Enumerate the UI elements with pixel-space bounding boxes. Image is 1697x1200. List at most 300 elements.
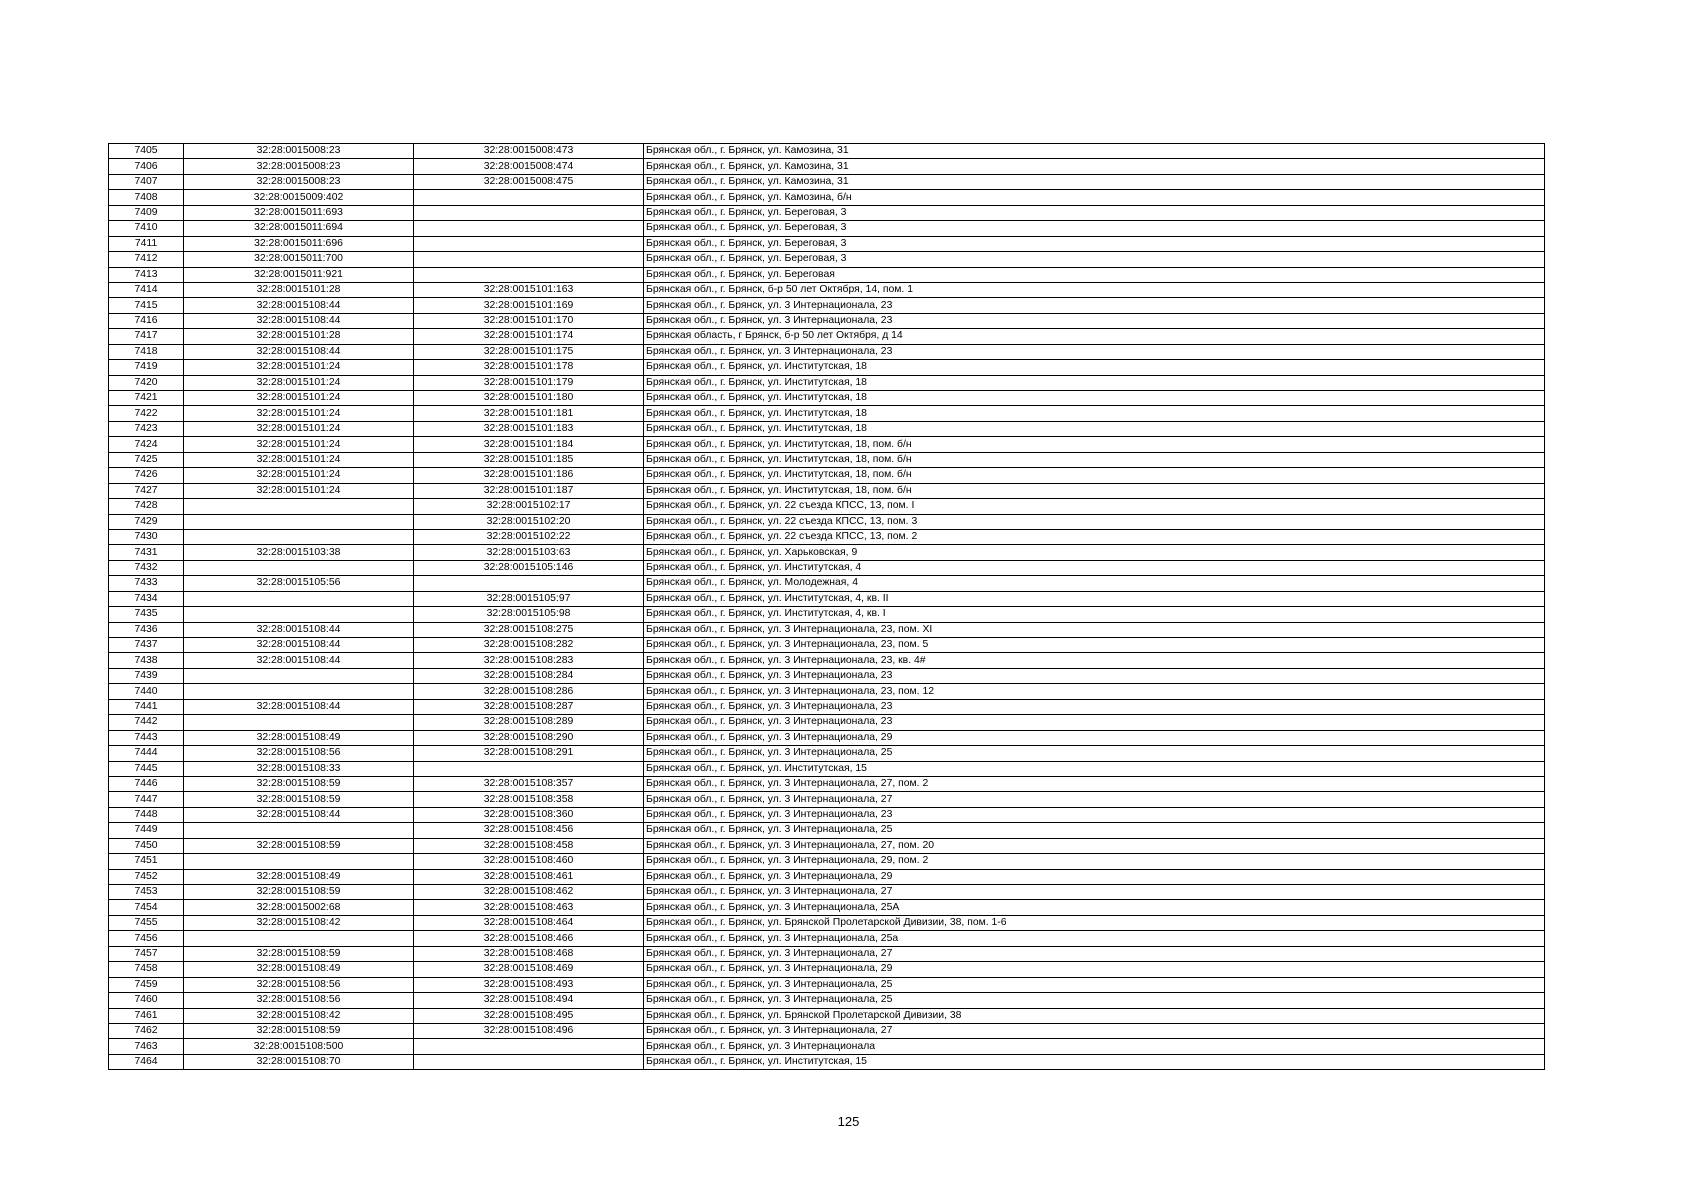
cadastral-number-cell: 32:28:0015101:185 [414, 452, 644, 467]
table-row [109, 267, 1545, 282]
address-cell: Брянская обл., г. Брянск, ул. Институтская, 18 [644, 360, 1545, 375]
parent-cadastral-cell: 32:28:0015108:44 [184, 344, 414, 359]
cadastral-number-cell: 32:28:0015108:456 [414, 823, 644, 838]
row-number-cell: 7415 [109, 298, 184, 313]
table-row [109, 838, 1545, 853]
row-number-cell: 7427 [109, 483, 184, 498]
address-cell: Брянская обл., г. Брянск, ул. 3 Интернационала, 25а [644, 931, 1545, 946]
cadastral-number-cell: 32:28:0015008:475 [414, 174, 644, 189]
row-number-cell: 7426 [109, 468, 184, 483]
parent-cadastral-cell: 32:28:0015108:44 [184, 699, 414, 714]
cadastral-number-cell: 32:28:0015105:97 [414, 591, 644, 606]
cadastral-number-cell [414, 252, 644, 267]
row-number-cell: 7411 [109, 236, 184, 251]
address-cell: Брянская обл., г. Брянск, ул. Камозина, б/н [644, 190, 1545, 205]
cadastral-number-cell: 32:28:0015108:357 [414, 776, 644, 791]
parent-cadastral-cell: 32:28:0015008:23 [184, 144, 414, 159]
parent-cadastral-cell: 32:28:0015011:694 [184, 221, 414, 236]
cadastral-number-cell [414, 761, 644, 776]
table-row [109, 545, 1545, 560]
cadastral-number-cell: 32:28:0015108:458 [414, 838, 644, 853]
table-row [109, 221, 1545, 236]
row-number-cell: 7457 [109, 946, 184, 961]
row-number-cell: 7437 [109, 638, 184, 653]
table-row [109, 205, 1545, 220]
cadastral-number-cell [414, 221, 644, 236]
table-row [109, 174, 1545, 189]
address-cell: Брянская обл., г. Брянск, ул. 3 Интернационала, 27 [644, 885, 1545, 900]
row-number-cell: 7438 [109, 653, 184, 668]
cadastral-number-cell [414, 236, 644, 251]
row-number-cell: 7410 [109, 221, 184, 236]
cadastral-number-cell: 32:28:0015101:179 [414, 375, 644, 390]
row-number-cell: 7419 [109, 360, 184, 375]
table-row [109, 591, 1545, 606]
address-cell: Брянская обл., г. Брянск, ул. Институтская, 18 [644, 406, 1545, 421]
cadastral-number-cell: 32:28:0015108:289 [414, 715, 644, 730]
table-row [109, 730, 1545, 745]
address-cell: Брянская обл., г. Брянск, ул. 3 Интернационала, 27, пом. 2 [644, 776, 1545, 791]
parent-cadastral-cell: 32:28:0015101:24 [184, 483, 414, 498]
cadastral-number-cell: 32:28:0015108:464 [414, 915, 644, 930]
row-number-cell: 7428 [109, 499, 184, 514]
row-number-cell: 7416 [109, 313, 184, 328]
cadastral-number-cell: 32:28:0015108:494 [414, 993, 644, 1008]
address-cell: Брянская обл., г. Брянск, ул. 3 Интернационала, 29 [644, 730, 1545, 745]
address-cell: Брянская обл., г. Брянск, ул. Институтская, 4 [644, 560, 1545, 575]
row-number-cell: 7409 [109, 205, 184, 220]
address-cell: Брянская обл., г. Брянск, ул. 22 съезда КПСС, 13, пом. 2 [644, 529, 1545, 544]
cadastral-number-cell: 32:28:0015102:22 [414, 529, 644, 544]
table-row [109, 792, 1545, 807]
address-cell: Брянская обл., г. Брянск, ул. 3 Интернационала, 27 [644, 1023, 1545, 1038]
cadastral-number-cell: 32:28:0015105:98 [414, 607, 644, 622]
cadastral-number-cell: 32:28:0015108:360 [414, 807, 644, 822]
cadastral-number-cell: 32:28:0015105:146 [414, 560, 644, 575]
parent-cadastral-cell: 32:28:0015105:56 [184, 576, 414, 591]
address-cell: Брянская обл., г. Брянск, ул. 3 Интернационала, 23, пом. 5 [644, 638, 1545, 653]
cadastral-number-cell: 32:28:0015108:291 [414, 746, 644, 761]
parent-cadastral-cell: 32:28:0015108:44 [184, 807, 414, 822]
row-number-cell: 7413 [109, 267, 184, 282]
row-number-cell: 7407 [109, 174, 184, 189]
row-number-cell: 7433 [109, 576, 184, 591]
table-row [109, 962, 1545, 977]
row-number-cell: 7447 [109, 792, 184, 807]
row-number-cell: 7452 [109, 869, 184, 884]
parent-cadastral-cell [184, 684, 414, 699]
address-cell: Брянская обл., г. Брянск, ул. 3 Интернационала, 29, пом. 2 [644, 854, 1545, 869]
address-cell: Брянская обл., г. Брянск, ул. 3 Интернационала, 27, пом. 20 [644, 838, 1545, 853]
table-row [109, 236, 1545, 251]
address-cell: Брянская обл., г. Брянск, ул. 3 Интернационала, 27 [644, 946, 1545, 961]
row-number-cell: 7456 [109, 931, 184, 946]
address-cell: Брянская обл., г. Брянск, ул. 22 съезда КПСС, 13, пом. I [644, 499, 1545, 514]
row-number-cell: 7429 [109, 514, 184, 529]
cadastral-number-cell: 32:28:0015103:63 [414, 545, 644, 560]
table-row [109, 653, 1545, 668]
address-cell: Брянская обл., г. Брянск, ул. Институтская, 4, кв. II [644, 591, 1545, 606]
row-number-cell: 7450 [109, 838, 184, 853]
row-number-cell: 7441 [109, 699, 184, 714]
table-row [109, 1008, 1545, 1023]
cadastral-number-cell: 32:28:0015108:493 [414, 977, 644, 992]
parent-cadastral-cell: 32:28:0015108:44 [184, 298, 414, 313]
parent-cadastral-cell: 32:28:0015011:921 [184, 267, 414, 282]
address-cell: Брянская обл., г. Брянск, ул. 3 Интернационала, 23, кв. 4# [644, 653, 1545, 668]
table-row [109, 560, 1545, 575]
row-number-cell: 7422 [109, 406, 184, 421]
row-number-cell: 7434 [109, 591, 184, 606]
cadastral-number-cell: 32:28:0015101:174 [414, 329, 644, 344]
table-row [109, 1054, 1545, 1069]
parent-cadastral-cell: 32:28:0015011:693 [184, 205, 414, 220]
table-row [109, 344, 1545, 359]
address-cell: Брянская обл., г. Брянск, ул. 3 Интернационала, 23 [644, 344, 1545, 359]
row-number-cell: 7408 [109, 190, 184, 205]
row-number-cell: 7462 [109, 1023, 184, 1038]
table-row [109, 900, 1545, 915]
cadastral-number-cell: 32:28:0015108:466 [414, 931, 644, 946]
parent-cadastral-cell: 32:28:0015108:59 [184, 838, 414, 853]
parent-cadastral-cell: 32:28:0015101:24 [184, 452, 414, 467]
row-number-cell: 7417 [109, 329, 184, 344]
table-row [109, 576, 1545, 591]
row-number-cell: 7421 [109, 391, 184, 406]
address-cell: Брянская обл., г. Брянск, ул. Молодежная, 4 [644, 576, 1545, 591]
address-cell: Брянская обл., г. Брянск, б-р 50 лет Октября, 14, пом. 1 [644, 282, 1545, 297]
cadastral-number-cell: 32:28:0015108:460 [414, 854, 644, 869]
parent-cadastral-cell: 32:28:0015103:38 [184, 545, 414, 560]
table-row [109, 993, 1545, 1008]
cadastral-number-cell: 32:28:0015008:474 [414, 159, 644, 174]
parent-cadastral-cell: 32:28:0015008:23 [184, 159, 414, 174]
address-cell: Брянская обл., г. Брянск, ул. Институтская, 4, кв. I [644, 607, 1545, 622]
table-row [109, 699, 1545, 714]
cadastral-number-cell: 32:28:0015108:358 [414, 792, 644, 807]
row-number-cell: 7453 [109, 885, 184, 900]
address-cell: Брянская обл., г. Брянск, ул. Береговая, 3 [644, 221, 1545, 236]
parent-cadastral-cell: 32:28:0015008:23 [184, 174, 414, 189]
row-number-cell: 7444 [109, 746, 184, 761]
table-row [109, 375, 1545, 390]
address-cell: Брянская обл., г. Брянск, ул. 3 Интернационала, 23 [644, 298, 1545, 313]
row-number-cell: 7442 [109, 715, 184, 730]
cadastral-number-cell: 32:28:0015101:187 [414, 483, 644, 498]
cadastral-number-cell: 32:28:0015101:175 [414, 344, 644, 359]
cadastral-number-cell [414, 190, 644, 205]
address-cell: Брянская обл., г. Брянск, ул. Институтская, 18, пом. б/н [644, 437, 1545, 452]
address-cell: Брянская обл., г. Брянск, ул. 3 Интернационала [644, 1039, 1545, 1054]
row-number-cell: 7431 [109, 545, 184, 560]
cadastral-number-cell: 32:28:0015101:169 [414, 298, 644, 313]
table-row [109, 684, 1545, 699]
address-cell: Брянская обл., г. Брянск, ул. Институтская, 18, пом. б/н [644, 468, 1545, 483]
address-cell: Брянская обл., г. Брянск, ул. Институтская, 15 [644, 761, 1545, 776]
row-number-cell: 7445 [109, 761, 184, 776]
row-number-cell: 7439 [109, 668, 184, 683]
cadastral-number-cell: 32:28:0015108:469 [414, 962, 644, 977]
parent-cadastral-cell [184, 823, 414, 838]
address-cell: Брянская обл., г. Брянск, ул. 3 Интернационала, 29 [644, 962, 1545, 977]
row-number-cell: 7414 [109, 282, 184, 297]
address-cell: Брянская обл., г. Брянск, ул. 3 Интернационала, 23 [644, 715, 1545, 730]
cadastral-number-cell [414, 1054, 644, 1069]
cadastral-number-cell: 32:28:0015102:17 [414, 499, 644, 514]
table-row [109, 931, 1545, 946]
address-cell: Брянская обл., г. Брянск, ул. Камозина, 31 [644, 159, 1545, 174]
parent-cadastral-cell: 32:28:0015101:28 [184, 282, 414, 297]
table-row [109, 406, 1545, 421]
row-number-cell: 7454 [109, 900, 184, 915]
address-cell: Брянская обл., г. Брянск, ул. Институтская, 18 [644, 375, 1545, 390]
parent-cadastral-cell: 32:28:0015108:56 [184, 977, 414, 992]
cadastral-number-cell: 32:28:0015108:468 [414, 946, 644, 961]
address-cell: Брянская обл., г. Брянск, ул. 3 Интернационала, 23 [644, 313, 1545, 328]
address-cell: Брянская обл., г. Брянск, ул. Береговая, 3 [644, 205, 1545, 220]
address-cell: Брянская обл., г. Брянск, ул. 3 Интернационала, 23, пом. XI [644, 622, 1545, 637]
parent-cadastral-cell: 32:28:0015108:49 [184, 730, 414, 745]
parent-cadastral-cell [184, 607, 414, 622]
page-number: 125 [837, 1114, 860, 1129]
cadastral-number-cell: 32:28:0015108:283 [414, 653, 644, 668]
parent-cadastral-cell: 32:28:0015108:59 [184, 1023, 414, 1038]
table-row [109, 854, 1545, 869]
address-cell: Брянская обл., г. Брянск, ул. Брянской Пролетарской Дивизии, 38, пом. 1-6 [644, 915, 1545, 930]
parent-cadastral-cell: 32:28:0015101:24 [184, 421, 414, 436]
row-number-cell: 7448 [109, 807, 184, 822]
parent-cadastral-cell [184, 668, 414, 683]
cadastral-number-cell: 32:28:0015108:286 [414, 684, 644, 699]
table-row [109, 391, 1545, 406]
table-row [109, 638, 1545, 653]
row-number-cell: 7443 [109, 730, 184, 745]
row-number-cell: 7424 [109, 437, 184, 452]
address-cell: Брянская обл., г. Брянск, ул. 3 Интернационала, 25 [644, 993, 1545, 1008]
parent-cadastral-cell: 32:28:0015108:49 [184, 869, 414, 884]
cadastral-number-cell: 32:28:0015101:180 [414, 391, 644, 406]
parent-cadastral-cell [184, 514, 414, 529]
parent-cadastral-cell: 32:28:0015108:44 [184, 638, 414, 653]
row-number-cell: 7435 [109, 607, 184, 622]
cadastral-number-cell [414, 1039, 644, 1054]
property-table [108, 143, 1545, 1070]
table-row [109, 144, 1545, 159]
row-number-cell: 7463 [109, 1039, 184, 1054]
parent-cadastral-cell [184, 529, 414, 544]
cadastral-number-cell: 32:28:0015108:282 [414, 638, 644, 653]
parent-cadastral-cell: 32:28:0015108:49 [184, 962, 414, 977]
address-cell: Брянская обл., г. Брянск, ул. Брянской Пролетарской Дивизии, 38 [644, 1008, 1545, 1023]
address-cell: Брянская обл., г. Брянск, ул. Харьковская, 9 [644, 545, 1545, 560]
table-row [109, 252, 1545, 267]
cadastral-number-cell: 32:28:0015108:463 [414, 900, 644, 915]
address-cell: Брянская обл., г. Брянск, ул. Институтская, 18 [644, 421, 1545, 436]
address-cell: Брянская обл., г. Брянск, ул. Институтская, 18, пом. б/н [644, 483, 1545, 498]
address-cell: Брянская обл., г. Брянск, ул. Камозина, 31 [644, 144, 1545, 159]
parent-cadastral-cell [184, 560, 414, 575]
parent-cadastral-cell: 32:28:0015108:44 [184, 313, 414, 328]
row-number-cell: 7458 [109, 962, 184, 977]
cadastral-number-cell [414, 576, 644, 591]
table-row [109, 823, 1545, 838]
address-cell: Брянская обл., г. Брянск, ул. Береговая, 3 [644, 236, 1545, 251]
row-number-cell: 7412 [109, 252, 184, 267]
row-number-cell: 7432 [109, 560, 184, 575]
cadastral-number-cell: 32:28:0015108:495 [414, 1008, 644, 1023]
cadastral-number-cell [414, 205, 644, 220]
row-number-cell: 7436 [109, 622, 184, 637]
cadastral-number-cell: 32:28:0015108:287 [414, 699, 644, 714]
address-cell: Брянская обл., г. Брянск, ул. Береговая, 3 [644, 252, 1545, 267]
cadastral-number-cell: 32:28:0015102:20 [414, 514, 644, 529]
cadastral-number-cell: 32:28:0015101:178 [414, 360, 644, 375]
cadastral-number-cell: 32:28:0015101:186 [414, 468, 644, 483]
row-number-cell: 7406 [109, 159, 184, 174]
table-row [109, 529, 1545, 544]
table-row [109, 468, 1545, 483]
table-row [109, 715, 1545, 730]
parent-cadastral-cell: 32:28:0015108:42 [184, 915, 414, 930]
cadastral-number-cell: 32:28:0015101:163 [414, 282, 644, 297]
parent-cadastral-cell: 32:28:0015108:56 [184, 746, 414, 761]
table-row [109, 915, 1545, 930]
row-number-cell: 7449 [109, 823, 184, 838]
table-row [109, 761, 1545, 776]
parent-cadastral-cell: 32:28:0015108:44 [184, 653, 414, 668]
row-number-cell: 7418 [109, 344, 184, 359]
cadastral-number-cell: 32:28:0015108:275 [414, 622, 644, 637]
table-row [109, 746, 1545, 761]
address-cell: Брянская обл., г. Брянск, ул. 3 Интернационала, 25 [644, 977, 1545, 992]
address-cell: Брянская обл., г. Брянск, ул. 3 Интернационала, 23 [644, 668, 1545, 683]
address-cell: Брянская обл., г. Брянск, ул. Институтская, 18 [644, 391, 1545, 406]
table-row [109, 977, 1545, 992]
address-cell: Брянская обл., г. Брянск, ул. 22 съезда КПСС, 13, пом. 3 [644, 514, 1545, 529]
cadastral-number-cell: 32:28:0015108:496 [414, 1023, 644, 1038]
table-row [109, 360, 1545, 375]
table-row [109, 313, 1545, 328]
parent-cadastral-cell: 32:28:0015108:42 [184, 1008, 414, 1023]
table-row [109, 885, 1545, 900]
cadastral-number-cell: 32:28:0015101:181 [414, 406, 644, 421]
parent-cadastral-cell [184, 499, 414, 514]
address-cell: Брянская обл., г. Брянск, ул. 3 Интернационала, 23 [644, 699, 1545, 714]
cadastral-number-cell: 32:28:0015108:461 [414, 869, 644, 884]
parent-cadastral-cell: 32:28:0015108:44 [184, 622, 414, 637]
table-row [109, 499, 1545, 514]
parent-cadastral-cell: 32:28:0015108:59 [184, 776, 414, 791]
parent-cadastral-cell: 32:28:0015108:59 [184, 885, 414, 900]
parent-cadastral-cell: 32:28:0015108:70 [184, 1054, 414, 1069]
parent-cadastral-cell [184, 931, 414, 946]
address-cell: Брянская обл., г. Брянск, ул. Институтская, 18, пом. б/н [644, 452, 1545, 467]
address-cell: Брянская обл., г. Брянск, ул. 3 Интернационала, 25 [644, 746, 1545, 761]
address-cell: Брянская обл., г. Брянск, ул. 3 Интернационала, 23, пом. 12 [644, 684, 1545, 699]
row-number-cell: 7459 [109, 977, 184, 992]
parent-cadastral-cell: 32:28:0015101:24 [184, 468, 414, 483]
table-row [109, 282, 1545, 297]
parent-cadastral-cell: 32:28:0015011:696 [184, 236, 414, 251]
row-number-cell: 7461 [109, 1008, 184, 1023]
cadastral-number-cell: 32:28:0015008:473 [414, 144, 644, 159]
table-row [109, 437, 1545, 452]
parent-cadastral-cell: 32:28:0015002:68 [184, 900, 414, 915]
address-cell: Брянская обл., г. Брянск, ул. 3 Интернационала, 27 [644, 792, 1545, 807]
table-row [109, 329, 1545, 344]
table-row [109, 807, 1545, 822]
parent-cadastral-cell: 32:28:0015108:500 [184, 1039, 414, 1054]
cadastral-number-cell: 32:28:0015101:170 [414, 313, 644, 328]
table-row [109, 1023, 1545, 1038]
cadastral-number-cell: 32:28:0015101:184 [414, 437, 644, 452]
address-cell: Брянская обл., г. Брянск, ул. Институтская, 15 [644, 1054, 1545, 1069]
parent-cadastral-cell: 32:28:0015101:24 [184, 360, 414, 375]
table-row [109, 946, 1545, 961]
row-number-cell: 7440 [109, 684, 184, 699]
row-number-cell: 7405 [109, 144, 184, 159]
table-row [109, 607, 1545, 622]
table-row [109, 1039, 1545, 1054]
row-number-cell: 7455 [109, 915, 184, 930]
parent-cadastral-cell [184, 854, 414, 869]
table-row [109, 483, 1545, 498]
table-row [109, 452, 1545, 467]
table-row [109, 776, 1545, 791]
parent-cadastral-cell: 32:28:0015009:402 [184, 190, 414, 205]
table-row [109, 298, 1545, 313]
row-number-cell: 7425 [109, 452, 184, 467]
address-cell: Брянская обл., г. Брянск, ул. Камозина, 31 [644, 174, 1545, 189]
address-cell: Брянская обл., г. Брянск, ул. 3 Интернационала, 23 [644, 807, 1545, 822]
property-table-body [109, 144, 1545, 1070]
address-cell: Брянская обл., г. Брянск, ул. 3 Интернационала, 25А [644, 900, 1545, 915]
row-number-cell: 7430 [109, 529, 184, 544]
parent-cadastral-cell: 32:28:0015101:24 [184, 437, 414, 452]
row-number-cell: 7460 [109, 993, 184, 1008]
cadastral-number-cell: 32:28:0015108:284 [414, 668, 644, 683]
parent-cadastral-cell: 32:28:0015108:33 [184, 761, 414, 776]
cadastral-number-cell: 32:28:0015108:462 [414, 885, 644, 900]
table-row [109, 421, 1545, 436]
table-row [109, 622, 1545, 637]
parent-cadastral-cell: 32:28:0015108:56 [184, 993, 414, 1008]
table-row [109, 668, 1545, 683]
table-row [109, 514, 1545, 529]
address-cell: Брянская область, г Брянск, б-р 50 лет Октября, д 14 [644, 329, 1545, 344]
parent-cadastral-cell [184, 591, 414, 606]
parent-cadastral-cell [184, 715, 414, 730]
address-cell: Брянская обл., г. Брянск, ул. 3 Интернационала, 25 [644, 823, 1545, 838]
parent-cadastral-cell: 32:28:0015011:700 [184, 252, 414, 267]
cadastral-number-cell: 32:28:0015108:290 [414, 730, 644, 745]
cadastral-number-cell: 32:28:0015101:183 [414, 421, 644, 436]
address-cell: Брянская обл., г. Брянск, ул. 3 Интернационала, 29 [644, 869, 1545, 884]
cadastral-number-cell [414, 267, 644, 282]
table-row [109, 190, 1545, 205]
address-cell: Брянская обл., г. Брянск, ул. Береговая [644, 267, 1545, 282]
parent-cadastral-cell: 32:28:0015108:59 [184, 946, 414, 961]
parent-cadastral-cell: 32:28:0015101:24 [184, 375, 414, 390]
row-number-cell: 7446 [109, 776, 184, 791]
parent-cadastral-cell: 32:28:0015101:28 [184, 329, 414, 344]
row-number-cell: 7464 [109, 1054, 184, 1069]
row-number-cell: 7451 [109, 854, 184, 869]
parent-cadastral-cell: 32:28:0015108:59 [184, 792, 414, 807]
row-number-cell: 7420 [109, 375, 184, 390]
parent-cadastral-cell: 32:28:0015101:24 [184, 391, 414, 406]
table-row [109, 869, 1545, 884]
